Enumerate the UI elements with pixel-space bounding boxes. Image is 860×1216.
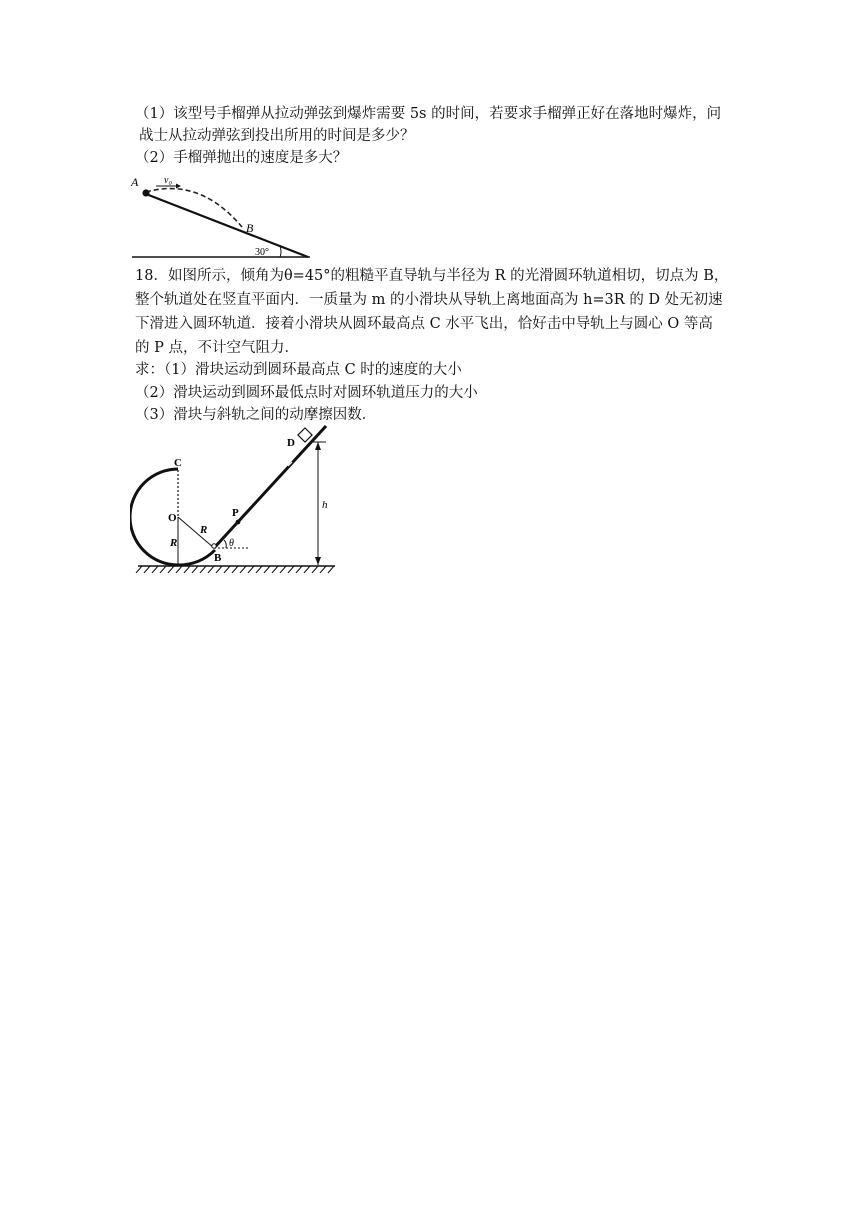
q18-ask3: （3）滑块与斜轨之间的动摩擦因数． (135, 407, 377, 423)
q17-part1-line1: （1）该型号手榴弹从拉动弹弦到爆炸需要 5s 的时间，若要求手榴弹正好在落地时爆炸，问 (135, 106, 722, 122)
q18-ask1: 求：（1）滑块运动到圆环最高点 C 时的速度的大小 (135, 362, 462, 378)
height-arrow-up (315, 442, 321, 450)
v0-arrowhead (176, 184, 181, 189)
trajectory-path (146, 189, 242, 227)
label-angle: 30° (255, 247, 269, 258)
incline-track (214, 426, 326, 548)
grenade-slope-figure (130, 172, 315, 262)
ground-hatching (136, 566, 334, 573)
q17-part2: （2）手榴弹抛出的速度是多大？ (135, 150, 348, 166)
slope-line (146, 194, 308, 257)
label-theta: θ (229, 538, 234, 549)
label-o: O (168, 512, 177, 524)
slider-block (298, 428, 312, 442)
q18-ask2: （2）滑块运动到圆环最低点时对圆环轨道压力的大小 (135, 385, 478, 401)
point-p (236, 520, 241, 525)
label-p: P (232, 507, 239, 519)
loop-track-figure (130, 420, 340, 580)
q18-line2: 整个轨道处在竖直平面内．一质量为 m 的小滑块从导轨上离地面高为 h=3R 的 D 处无初速 (135, 292, 723, 308)
label-v0: v₀ (164, 175, 172, 186)
label-b: B (246, 221, 254, 235)
label-d: D (287, 437, 295, 449)
q18-line1: 18．如图所示，倾角为θ=45°的粗糙平直导轨与半径为 R 的光滑圆环轨道相切，切点为 B， (135, 268, 729, 284)
label-c: C (174, 457, 182, 469)
label-a: A (131, 175, 139, 189)
label-b: B (214, 552, 222, 564)
q17-part1-line2: 战士从拉动弹弦到投出所用的时间是多少？ (139, 128, 415, 144)
height-arrow-down (315, 557, 321, 565)
radius-to-b (178, 517, 214, 548)
label-r-vertical: R (170, 537, 178, 549)
point-b (212, 544, 216, 548)
q18-line4: 的 P 点，不计空气阻力． (135, 340, 299, 356)
grenade-ball (142, 189, 149, 196)
theta-arc (224, 540, 226, 548)
q18-line3: 下滑进入圆环轨道．接着小滑块从圆环最高点 C 水平飞出，恰好击中导轨上与圆心 O 等高 (135, 316, 713, 332)
label-r-slant: R (200, 524, 208, 536)
label-h: h (322, 499, 328, 511)
angle-arc (280, 246, 281, 257)
